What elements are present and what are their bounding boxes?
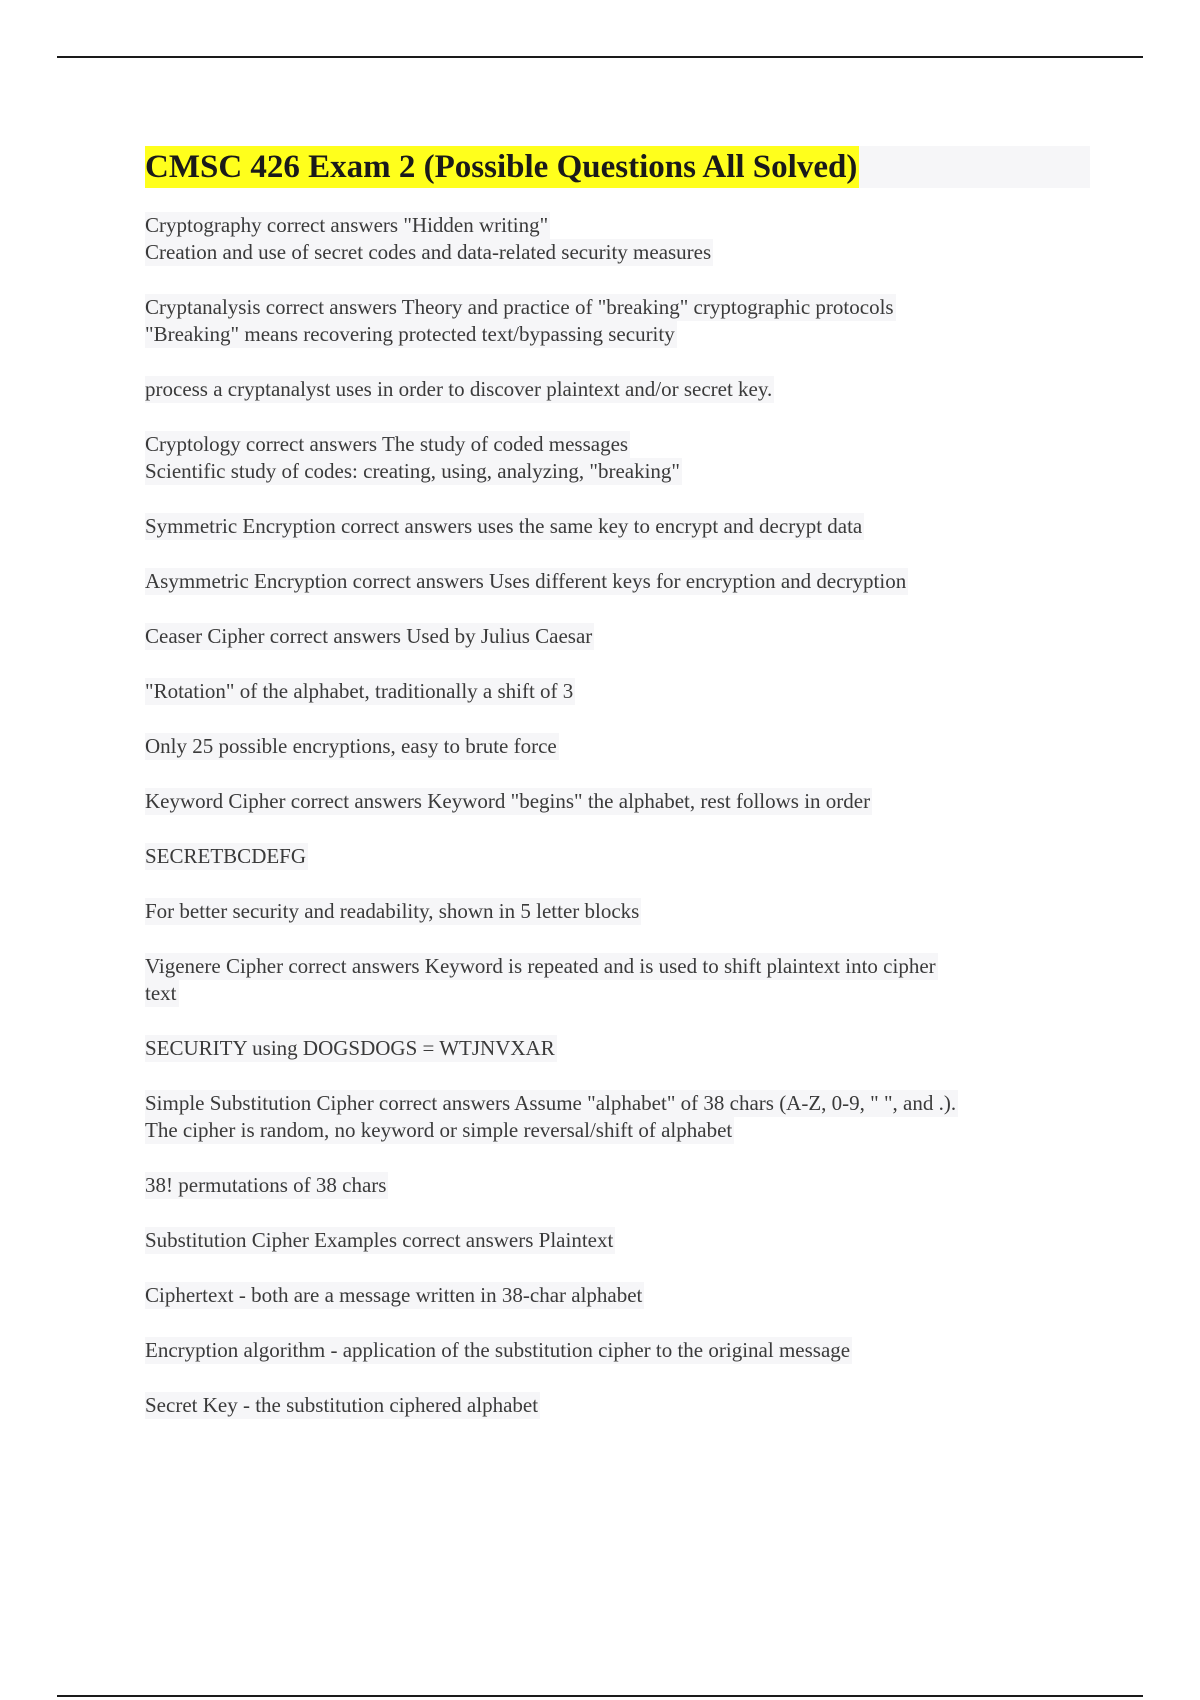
qa-entry <box>145 431 1090 485</box>
qa-entry <box>145 568 1090 595</box>
qa-entry <box>145 212 1090 266</box>
qa-entry <box>145 1227 1090 1254</box>
entry-line: "Rotation" of the alphabet, traditionally a shift of 3 <box>145 679 574 703</box>
entry-list <box>145 212 1090 1419</box>
qa-entry <box>145 843 1090 870</box>
entry-line: Substitution Cipher Examples correct answers Plaintext <box>145 1228 614 1252</box>
entry-line: "Breaking" means recovering protected text/bypassing security <box>145 322 675 346</box>
entry-line: Cryptology correct answers The study of coded messages <box>145 432 629 456</box>
entry-line: SECURITY using DOGSDOGS = WTJNVXAR <box>145 1036 555 1060</box>
qa-entry <box>145 788 1090 815</box>
entry-line: Creation and use of secret codes and data-related security measures <box>145 240 712 264</box>
entry-line: Cryptanalysis correct answers Theory and practice of "breaking" cryptographic protocols <box>145 295 894 319</box>
document-title: CMSC 426 Exam 2 (Possible Questions All Solved) <box>145 146 859 188</box>
entry-line: Ceaser Cipher correct answers Used by Julius Caesar <box>145 624 593 648</box>
entry-line: text <box>145 981 177 1005</box>
entry-line: Symmetric Encryption correct answers uses the same key to encrypt and decrypt data <box>145 514 863 538</box>
entry-line: Scientific study of codes: creating, using, analyzing, "breaking" <box>145 459 680 483</box>
entry-line: Vigenere Cipher correct answers Keyword is repeated and is used to shift plaintext into cipher <box>145 954 936 978</box>
entry-line: The cipher is random, no keyword or simple reversal/shift of alphabet <box>145 1118 733 1142</box>
qa-entry <box>145 953 1090 1007</box>
qa-entry <box>145 678 1090 705</box>
entry-line: Asymmetric Encryption correct answers Uses different keys for encryption and decryption <box>145 569 907 593</box>
qa-entry <box>145 513 1090 540</box>
entry-line: Ciphertext - both are a message written in 38-char alphabet <box>145 1283 643 1307</box>
entry-line: Secret Key - the substitution ciphered alphabet <box>145 1393 539 1417</box>
entry-line: SECRETBCDEFG <box>145 844 307 868</box>
entry-line: Encryption algorithm - application of the substitution cipher to the original message <box>145 1338 851 1362</box>
entry-line: Simple Substitution Cipher correct answers Assume "alphabet" of 38 chars (A-Z, 0-9, " ", and .). <box>145 1091 957 1115</box>
qa-entry <box>145 898 1090 925</box>
bottom-rule <box>57 1695 1143 1697</box>
entry-line: Keyword Cipher correct answers Keyword "begins" the alphabet, rest follows in order <box>145 789 871 813</box>
qa-entry <box>145 1282 1090 1309</box>
entry-line: 38! permutations of 38 chars <box>145 1173 387 1197</box>
qa-entry <box>145 733 1090 760</box>
entry-line: Only 25 possible encryptions, easy to brute force <box>145 734 557 758</box>
qa-entry <box>145 1035 1090 1062</box>
entry-line: For better security and readability, shown in 5 letter blocks <box>145 899 640 923</box>
entry-line: process a cryptanalyst uses in order to discover plaintext and/or secret key. <box>145 377 773 401</box>
qa-entry <box>145 1337 1090 1364</box>
qa-entry <box>145 1090 1090 1144</box>
qa-entry <box>145 623 1090 650</box>
top-rule <box>57 56 1143 58</box>
qa-entry <box>145 294 1090 348</box>
qa-entry <box>145 376 1090 403</box>
qa-entry <box>145 1392 1090 1419</box>
document-body <box>145 146 1090 1447</box>
title-bar <box>145 146 1090 188</box>
entry-line: Cryptography correct answers "Hidden writing" <box>145 213 549 237</box>
qa-entry <box>145 1172 1090 1199</box>
